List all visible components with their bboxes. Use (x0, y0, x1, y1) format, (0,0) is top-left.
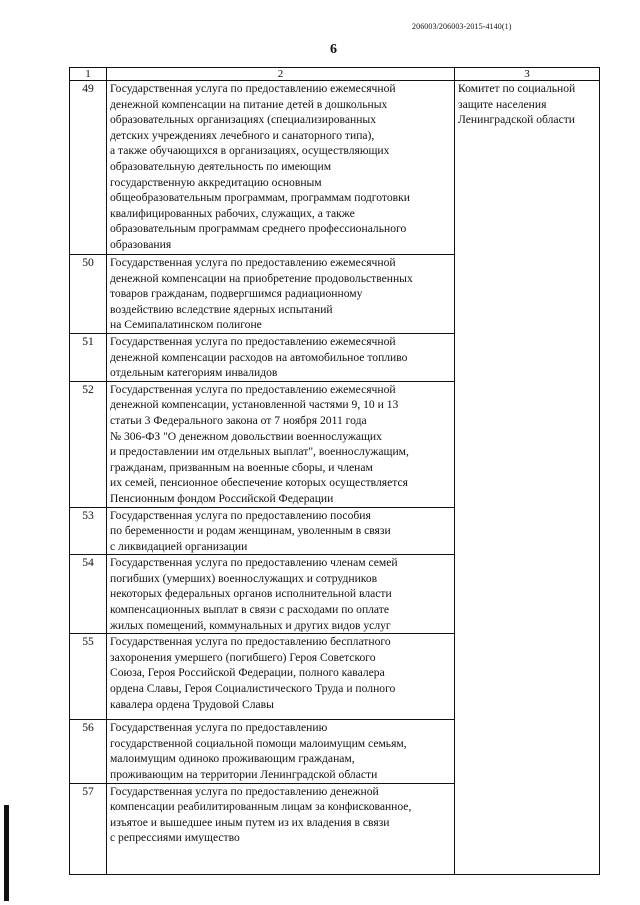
service-text-line: Государственная услуга по предоставлению членам семей (110, 556, 398, 570)
service-description (107, 720, 455, 783)
row-number: 53 (70, 507, 107, 555)
service-description (107, 255, 455, 334)
service-text-line: и предоставлении им отдельных выплат", военнослужащим, (110, 445, 409, 459)
service-text-line: по беременности и родам женщинам, уволенным в связи (110, 524, 391, 538)
service-text-line: образовательную деятельность по имеющим (110, 159, 332, 173)
authority-text-line: Комитет по социальной (458, 82, 576, 95)
service-text-line: образовательных организациях (специализированных (110, 113, 376, 127)
service-text-line: государственной социальной помощи малоимущим семьям, (110, 736, 407, 750)
service-text-line: Государственная услуга по предоставлению денежной (110, 784, 379, 798)
row-number: 56 (70, 720, 107, 783)
service-text-line: компенсационных выплат в связи с расходами по оплате (110, 603, 389, 617)
service-text-line: образования (110, 237, 172, 251)
authority-text-line: защите населения (458, 97, 547, 111)
page-number: 6 (330, 42, 337, 57)
service-text-line: кавалера ордена Трудовой Славы (110, 697, 274, 711)
service-text-line: Государственная услуга по предоставлению пособия (110, 508, 371, 522)
service-description (107, 333, 455, 381)
authority-text-line: Ленинградской области (458, 113, 575, 127)
scan-edge-mark (4, 805, 9, 901)
service-text-line: жилых помещений, коммунальных и других видов услуг (110, 618, 391, 632)
service-text-line: компенсации реабилитированным лицам за конфискованное, (110, 800, 412, 814)
service-text-line: Государственная услуга по предоставлению ежемесячной (110, 334, 396, 348)
service-text-line: отдельным категориям инвалидов (110, 366, 278, 380)
responsible-authority (455, 81, 600, 875)
service-text-line: Пенсионным фондом Российской Федерации (110, 491, 334, 505)
header-col-1: 1 (70, 68, 107, 81)
service-text-line: денежной компенсации, установленной частями 9, 10 и 13 (110, 398, 399, 412)
service-text-line: Государственная услуга по предоставлению бесплатного (110, 635, 391, 649)
service-text-line: некоторых федеральных органов исполнительной власти (110, 587, 392, 601)
service-description (107, 555, 455, 634)
service-text-line: малоимущим одиноко проживающим гражданам, (110, 752, 355, 766)
table-row (70, 81, 600, 255)
service-text-line: денежной компенсации расходов на автомобильное топливо (110, 350, 408, 364)
service-text-line: ордена Славы, Героя Социалистического Труда и полного (110, 682, 396, 696)
service-text-line: погибших (умерших) военнослужащих и сотрудников (110, 571, 378, 585)
service-text-line: гражданам, призванным на военные сборы, и членам (110, 460, 373, 474)
service-text-line: проживающим на территории Ленинградской области (110, 768, 378, 782)
service-text-line: общеобразовательным программам, программам подготовки (110, 191, 410, 205)
service-text-line: а также обучающихся в организациях, осуществляющих (110, 144, 390, 158)
service-description (107, 634, 455, 720)
service-text-line: денежной компенсации на питание детей в дошкольных (110, 97, 388, 111)
service-description (107, 81, 455, 255)
row-number: 51 (70, 333, 107, 381)
header-col-3: 3 (455, 68, 600, 81)
service-text-line: с репрессиями имущество (110, 831, 240, 845)
row-number: 49 (70, 81, 107, 255)
service-text-line: денежной компенсации на приобретение продовольственных (110, 271, 413, 285)
service-description (107, 507, 455, 555)
service-text-line: Государственная услуга по предоставлению ежемесячной (110, 82, 396, 95)
table-header-row (70, 68, 600, 81)
service-text-line: Государственная услуга по предоставлению (110, 721, 328, 735)
service-text-line: статьи 3 Федерального закона от 7 ноября 2011 года (110, 413, 367, 427)
document-id: 206003/206003-2015-4140(1) (412, 22, 512, 31)
service-text-line: Государственная услуга по предоставлению ежемесячной (110, 382, 396, 396)
row-number: 50 (70, 255, 107, 334)
service-text-line: их семей, пенсионное обеспечение которых осуществляется (110, 476, 408, 490)
service-description (107, 381, 455, 507)
service-text-line: воздействию вследствие ядерных испытаний (110, 302, 333, 316)
row-number: 57 (70, 783, 107, 874)
row-number: 55 (70, 634, 107, 720)
service-text-line: на Семипалатинском полигоне (110, 318, 262, 332)
service-description (107, 783, 455, 874)
service-text-line: государственную аккредитацию основным (110, 175, 322, 189)
service-text-line: Государственная услуга по предоставлению ежемесячной (110, 256, 396, 269)
service-text-line: товаров гражданам, подвергшимся радиационному (110, 287, 363, 301)
service-text-line: изъятое и вышедшее иным путем из их владения в связи (110, 815, 390, 829)
row-number: 54 (70, 555, 107, 634)
service-text-line: захоронения умершего (погибшего) Героя Советского (110, 650, 376, 664)
services-table (69, 67, 600, 875)
service-text-line: № 306-ФЗ "О денежном довольствии военнослужащих (110, 429, 382, 443)
header-col-2: 2 (107, 68, 455, 81)
service-text-line: Союза, Героя Российской Федерации, полного кавалера (110, 666, 385, 680)
service-text-line: образовательным программам среднего профессионального (110, 222, 407, 236)
service-text-line: с ликвидацией организации (110, 539, 248, 553)
service-text-line: квалифицированных рабочих, служащих, а также (110, 206, 355, 220)
row-number: 52 (70, 381, 107, 507)
service-text-line: детских учреждениях лечебного и санаторного типа), (110, 128, 375, 142)
